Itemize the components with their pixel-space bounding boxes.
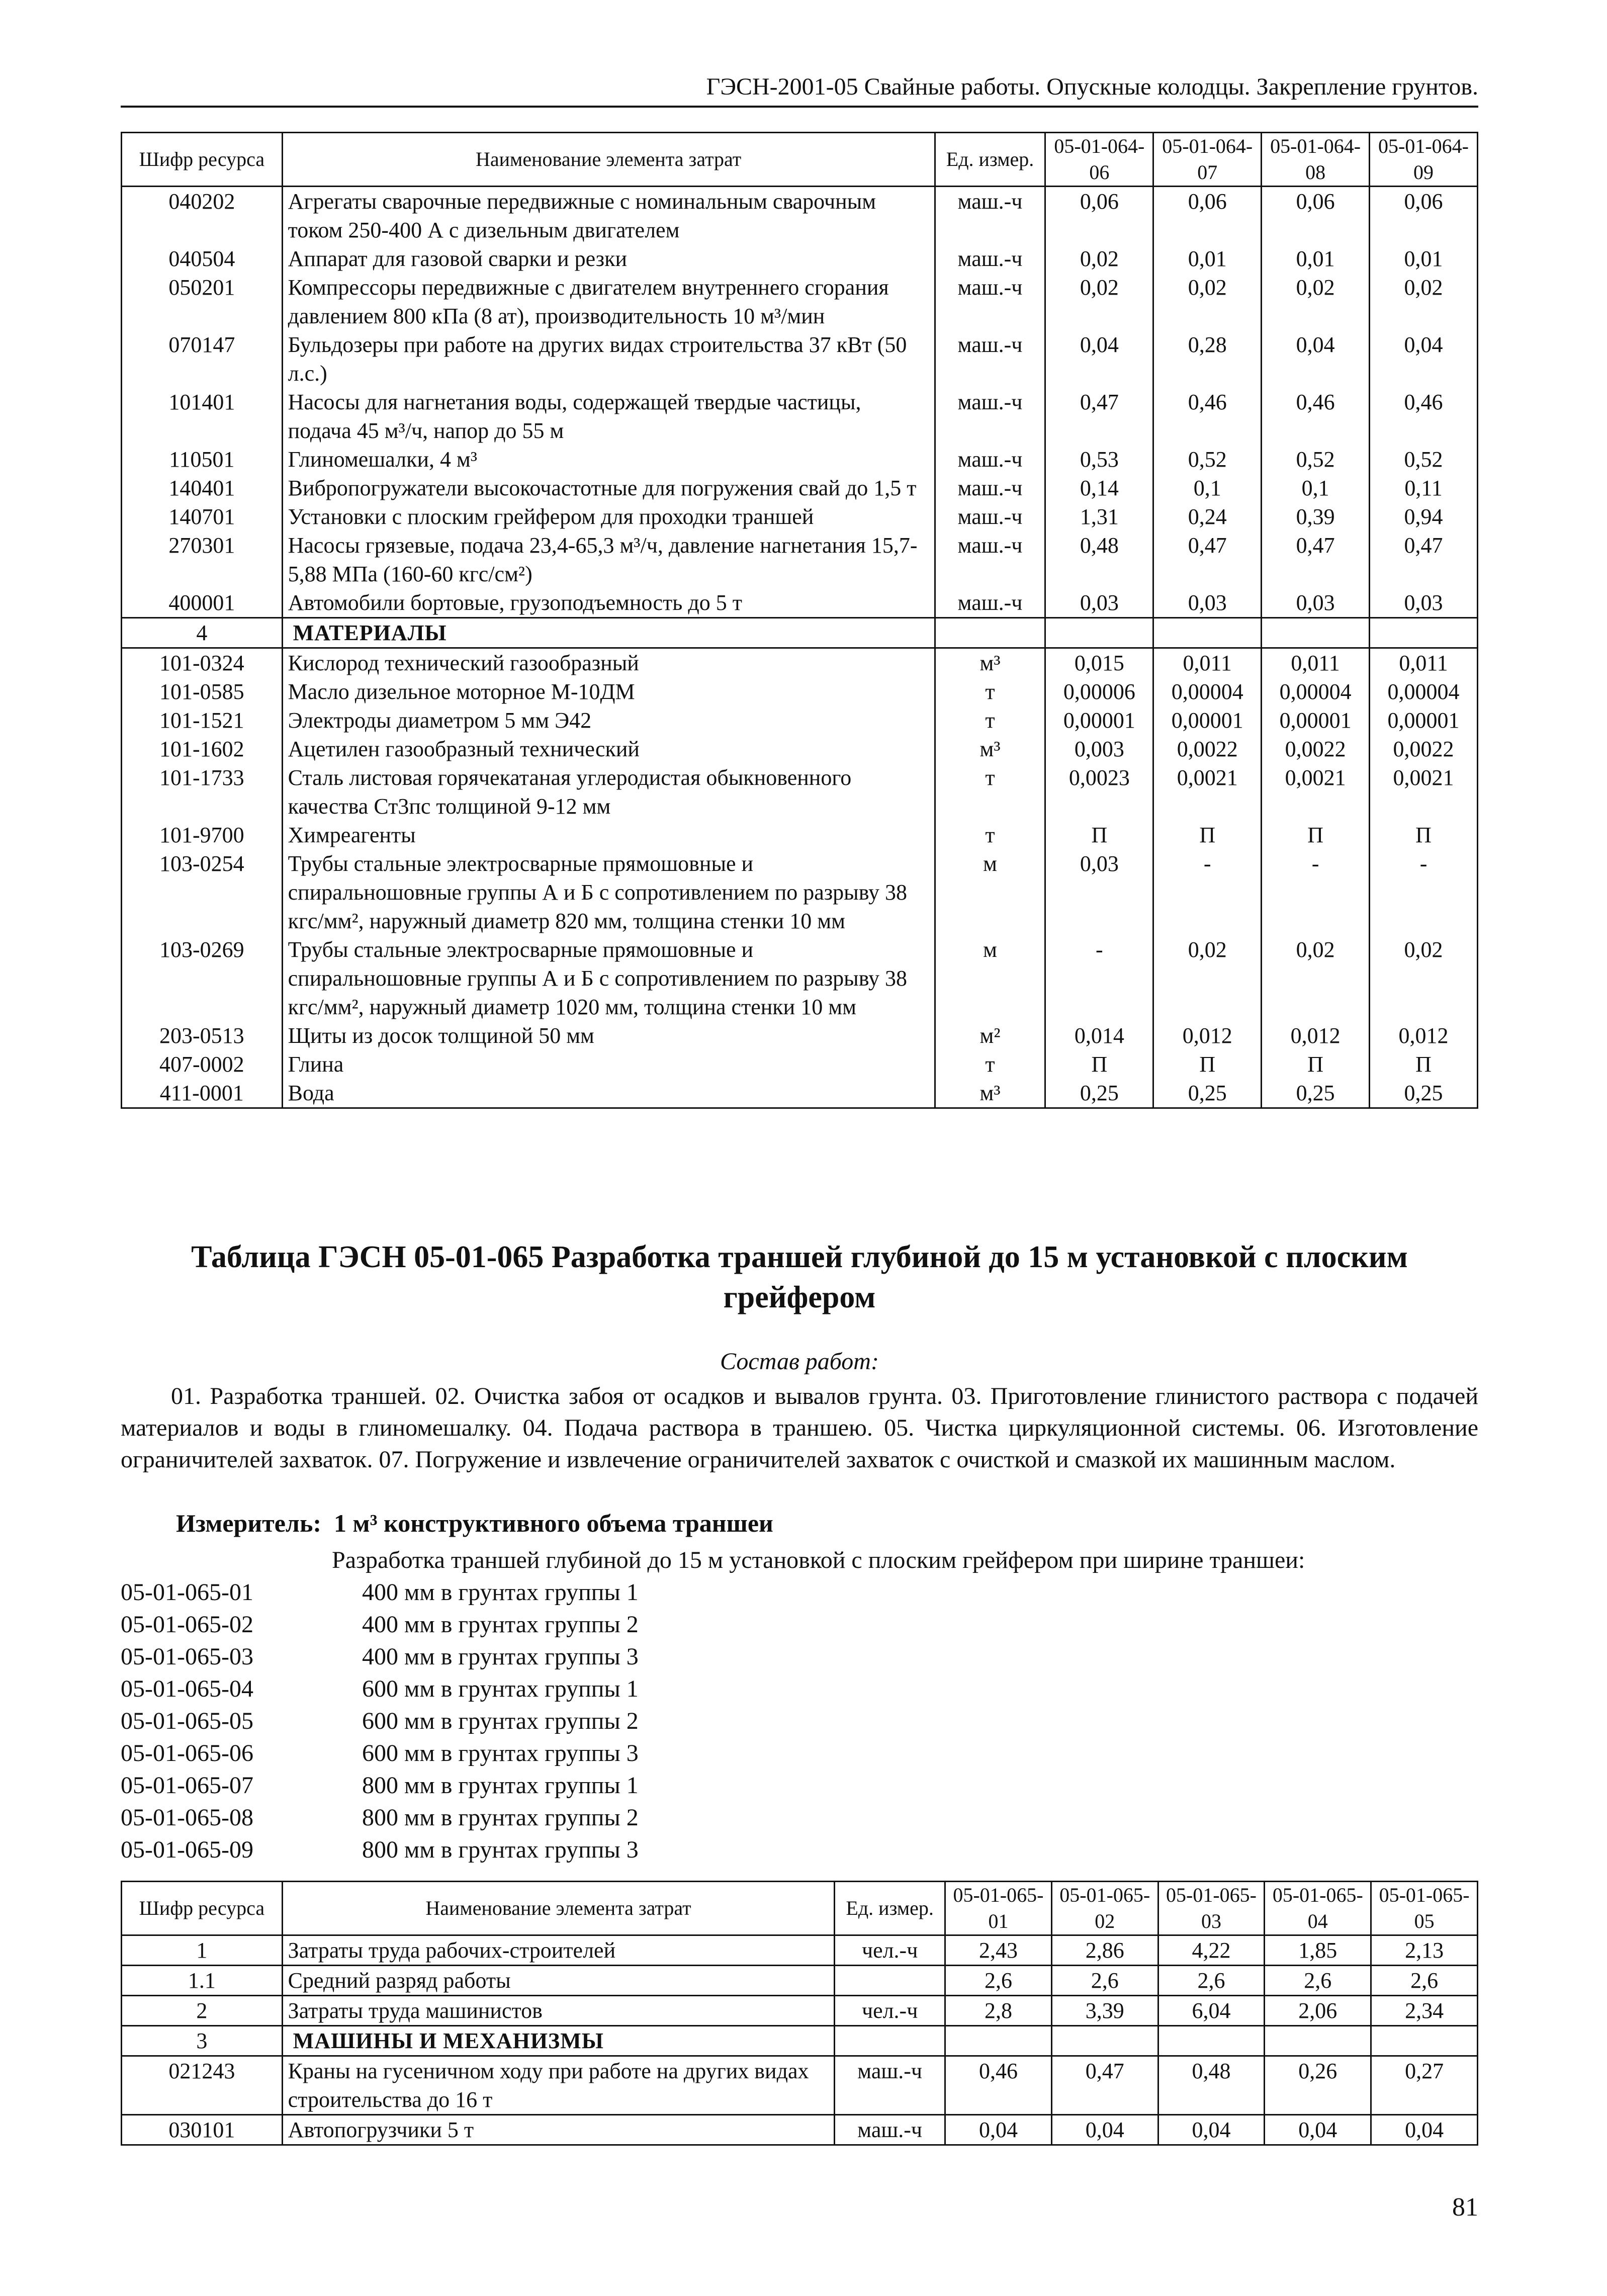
cost-element-name: Средний разряд работы <box>282 1966 835 1996</box>
resource-code: 3 <box>122 2026 283 2056</box>
value-cell: 0,25 <box>1370 1079 1478 1108</box>
cost-element-name: Краны на гусеничном ходу при работе на других видах строительства до 16 т <box>282 2056 835 2115</box>
unit-cell <box>835 2026 945 2056</box>
resource-code: 030101 <box>122 2115 283 2145</box>
running-title: ГЭСН-2001-05 Свайные работы. Опускные колодцы. Закрепление грунтов. <box>706 73 1478 100</box>
value-cell: 0,0021 <box>1262 763 1370 821</box>
value-cell: П <box>1370 1050 1478 1079</box>
unit-cell <box>935 618 1045 648</box>
value-cell: 0,48 <box>1158 2056 1265 2115</box>
unit-cell: м <box>935 935 1045 1021</box>
resource-code: 101401 <box>122 388 283 445</box>
variant-code: 05-01-065-03 <box>121 1643 253 1670</box>
value-cell: 2,86 <box>1051 1935 1158 1966</box>
resource-code: 400001 <box>122 588 283 618</box>
value-cell: 0,03 <box>1045 588 1153 618</box>
variant-text: 400 мм в грунтах группы 3 <box>362 1643 639 1670</box>
table-row <box>122 187 1478 245</box>
table-row <box>122 2115 1478 2145</box>
resource-code: 203-0513 <box>122 1021 283 1050</box>
unit-cell: маш.-ч <box>935 445 1045 474</box>
column-header: 05-01-064-07 <box>1153 133 1262 187</box>
value-cell: 0,00001 <box>1262 706 1370 735</box>
column-header: 05-01-064-06 <box>1045 133 1153 187</box>
unit-cell: маш.-ч <box>935 502 1045 531</box>
resource-code: 050201 <box>122 273 283 330</box>
unit-cell: маш.-ч <box>935 187 1045 245</box>
table-row <box>122 735 1478 763</box>
value-cell: 0,06 <box>1370 187 1478 245</box>
unit-cell: маш.-ч <box>935 588 1045 618</box>
column-header: 05-01-065-01 <box>945 1882 1052 1935</box>
value-cell <box>1158 2026 1265 2056</box>
value-cell: 0,1 <box>1262 474 1370 502</box>
table-row <box>122 849 1478 935</box>
value-cell: 0,25 <box>1262 1079 1370 1108</box>
cost-element-name: Кислород технический газообразный <box>282 648 935 678</box>
column-header: Наименование элемента затрат <box>282 1882 835 1935</box>
resource-code: 407-0002 <box>122 1050 283 1079</box>
value-cell: 0,00001 <box>1370 706 1478 735</box>
table-row <box>122 706 1478 735</box>
cost-element-name: Трубы стальные электросварные прямошовные и спиральношовные группы А и Б с сопротивлением по разрыву 38 кгс/мм², наружный диаметр 1020 мм, толщина стенки 10 мм <box>282 935 935 1021</box>
variant-code: 05-01-065-07 <box>121 1772 253 1799</box>
value-cell: - <box>1262 849 1370 935</box>
unit-cell: чел.-ч <box>835 1935 945 1966</box>
variant-item <box>121 1641 639 1673</box>
value-cell: 0,48 <box>1045 531 1153 588</box>
value-cell: 0,02 <box>1370 273 1478 330</box>
meter-label: Измеритель: <box>176 1509 322 1537</box>
value-cell: 0,03 <box>1370 588 1478 618</box>
column-header: Шифр ресурса <box>122 133 283 187</box>
unit-cell <box>835 1966 945 1996</box>
resource-code: 140401 <box>122 474 283 502</box>
value-cell: 0,011 <box>1370 648 1478 678</box>
value-cell <box>945 2026 1052 2056</box>
cost-element-name: Аппарат для газовой сварки и резки <box>282 244 935 273</box>
value-cell: 0,012 <box>1153 1021 1262 1050</box>
value-cell: 0,02 <box>1370 935 1478 1021</box>
variant-item <box>121 1770 639 1802</box>
meter-value: 1 м³ конструктивного объема траншеи <box>334 1509 773 1537</box>
column-header: 05-01-064-08 <box>1262 133 1370 187</box>
table-row <box>122 935 1478 1021</box>
value-cell: 0,01 <box>1370 244 1478 273</box>
value-cell: 1,31 <box>1045 502 1153 531</box>
resource-table-064 <box>121 132 1478 1109</box>
unit-cell: м³ <box>935 735 1045 763</box>
value-cell: 0,47 <box>1153 531 1262 588</box>
value-cell: 0,02 <box>1262 935 1370 1021</box>
cost-element-name: Сталь листовая горячекатаная углеродистая обыкновенного качества Ст3пс толщиной 9-12 мм <box>282 763 935 821</box>
cost-element-name: Глина <box>282 1050 935 1079</box>
value-cell: 0,47 <box>1051 2056 1158 2115</box>
resource-code: 040202 <box>122 187 283 245</box>
variant-text: 600 мм в грунтах группы 2 <box>362 1708 639 1734</box>
cost-element-name: Химреагенты <box>282 821 935 849</box>
value-cell: 0,46 <box>1262 388 1370 445</box>
variant-text: 600 мм в грунтах группы 1 <box>362 1675 639 1702</box>
cost-element-name: Насосы для нагнетания воды, содержащей твердые частицы, подача 45 м³/ч, напор до 55 м <box>282 388 935 445</box>
value-cell: 0,1 <box>1153 474 1262 502</box>
value-cell: 0,003 <box>1045 735 1153 763</box>
resource-code: 110501 <box>122 445 283 474</box>
unit-cell: т <box>935 1050 1045 1079</box>
value-cell: 0,01 <box>1153 244 1262 273</box>
value-cell <box>1265 2026 1371 2056</box>
value-cell: 0,012 <box>1370 1021 1478 1050</box>
variant-text: 600 мм в грунтах группы 3 <box>362 1740 639 1767</box>
value-cell: 0,47 <box>1045 388 1153 445</box>
table-row <box>122 1935 1478 1966</box>
column-header: Наименование элемента затрат <box>282 133 935 187</box>
cost-element-name: Агрегаты сварочные передвижные с номинальным сварочным током 250-400 А с дизельным двигателем <box>282 187 935 245</box>
table-row <box>122 1050 1478 1079</box>
variant-code: 05-01-065-06 <box>121 1740 253 1767</box>
value-cell: 2,13 <box>1371 1935 1478 1966</box>
table-title: Таблица ГЭСН 05-01-065 Разработка траншей глубиной до 15 м установкой с плоским грейфером <box>191 1240 1408 1314</box>
value-cell: 0,01 <box>1262 244 1370 273</box>
variant-intro: Разработка траншей глубиной до 15 м установкой с плоским грейфером при ширине траншеи: <box>332 1547 1305 1573</box>
value-cell <box>1371 2026 1478 2056</box>
cost-element-name: Вибропогружатели высокочастотные для погружения свай до 1,5 т <box>282 474 935 502</box>
value-cell: 0,0022 <box>1370 735 1478 763</box>
section-row <box>122 2026 1478 2056</box>
value-cell: 2,6 <box>1051 1966 1158 1996</box>
variant-code: 05-01-065-01 <box>121 1579 253 1606</box>
value-cell: 0,06 <box>1153 187 1262 245</box>
table-row <box>122 388 1478 445</box>
table-row <box>122 330 1478 388</box>
value-cell: 0,25 <box>1153 1079 1262 1108</box>
variant-code: 05-01-065-02 <box>121 1611 253 1638</box>
cost-element-name: Вода <box>282 1079 935 1108</box>
value-cell: 2,34 <box>1371 1996 1478 2026</box>
works-heading: Состав работ: <box>720 1348 879 1375</box>
value-cell: 0,04 <box>945 2115 1052 2145</box>
value-cell: 0,06 <box>1262 187 1370 245</box>
value-cell: 0,46 <box>1370 388 1478 445</box>
resource-code: 021243 <box>122 2056 283 2115</box>
value-cell: 2,43 <box>945 1935 1052 1966</box>
value-cell: 0,03 <box>1045 849 1153 935</box>
resource-code: 040504 <box>122 244 283 273</box>
value-cell: 0,14 <box>1045 474 1153 502</box>
unit-cell: т <box>935 821 1045 849</box>
value-cell: 0,52 <box>1262 445 1370 474</box>
cost-element-name: Масло дизельное моторное М-10ДМ <box>282 677 935 706</box>
value-cell: П <box>1262 1050 1370 1079</box>
value-cell: 0,03 <box>1153 588 1262 618</box>
column-header: 05-01-064-09 <box>1370 133 1478 187</box>
column-header: 05-01-065-02 <box>1051 1882 1158 1935</box>
measurement-unit <box>176 1509 773 1538</box>
section-row <box>122 618 1478 648</box>
variant-text: 800 мм в грунтах группы 1 <box>362 1772 639 1799</box>
variant-code: 05-01-065-08 <box>121 1804 253 1831</box>
value-cell: 1,85 <box>1265 1935 1371 1966</box>
unit-cell: т <box>935 677 1045 706</box>
table-row <box>122 445 1478 474</box>
unit-cell: маш.-ч <box>835 2056 945 2115</box>
resource-table-065 <box>121 1881 1478 2146</box>
table-row <box>122 474 1478 502</box>
unit-cell: т <box>935 706 1045 735</box>
value-cell: 0,00004 <box>1370 677 1478 706</box>
value-cell: 0,0022 <box>1153 735 1262 763</box>
works-description: 01. Разработка траншей. 02. Очистка забоя от осадков и вывалов грунта. 03. Приготовление глинистого раствора с подачей материалов и воды в глиномешалку. 04. Подача раствора в траншею. 05. Чистка циркуляционной системы. 06. Изготовление ограничителей захваток. 07. Погружение и извлечение ограничителей захваток с очисткой и смазкой их машинным маслом. <box>121 1383 1478 1473</box>
value-cell: 0,27 <box>1371 2056 1478 2115</box>
column-header: 05-01-065-05 <box>1371 1882 1478 1935</box>
value-cell: П <box>1153 821 1262 849</box>
variant-code: 05-01-065-04 <box>121 1675 253 1702</box>
cost-element-name: Затраты труда машинистов <box>282 1996 835 2026</box>
cost-element-name: Автомобили бортовые, грузоподъемность до 5 т <box>282 588 935 618</box>
value-cell: 0,02 <box>1153 273 1262 330</box>
value-cell: 0,06 <box>1045 187 1153 245</box>
variant-text: 800 мм в грунтах группы 3 <box>362 1836 639 1863</box>
value-cell: - <box>1153 849 1262 935</box>
value-cell: 0,04 <box>1051 2115 1158 2145</box>
value-cell: 0,53 <box>1045 445 1153 474</box>
unit-cell: м³ <box>935 1079 1045 1108</box>
unit-cell: маш.-ч <box>935 273 1045 330</box>
value-cell: П <box>1153 1050 1262 1079</box>
value-cell: 0,04 <box>1045 330 1153 388</box>
value-cell: 0,47 <box>1262 531 1370 588</box>
value-cell: 0,24 <box>1153 502 1262 531</box>
resource-code: 1 <box>122 1935 283 1966</box>
variant-text: 400 мм в грунтах группы 1 <box>362 1579 639 1606</box>
resource-code: 070147 <box>122 330 283 388</box>
variant-item <box>121 1705 639 1737</box>
value-cell: 0,00001 <box>1045 706 1153 735</box>
value-cell: 0,04 <box>1158 2115 1265 2145</box>
value-cell: 0,04 <box>1262 330 1370 388</box>
cost-element-name: Бульдозеры при работе на других видах строительства 37 кВт (50 л.с.) <box>282 330 935 388</box>
resource-code: 101-1521 <box>122 706 283 735</box>
resource-code: 101-1602 <box>122 735 283 763</box>
value-cell: 0,00006 <box>1045 677 1153 706</box>
resource-code: 101-9700 <box>122 821 283 849</box>
value-cell: 0,46 <box>1153 388 1262 445</box>
variant-list <box>121 1576 639 1866</box>
value-cell: 0,46 <box>945 2056 1052 2115</box>
value-cell: 0,014 <box>1045 1021 1153 1050</box>
value-cell: 0,26 <box>1265 2056 1371 2115</box>
unit-cell: чел.-ч <box>835 1996 945 2026</box>
table-row <box>122 531 1478 588</box>
column-header: Ед. измер. <box>935 133 1045 187</box>
column-header: Шифр ресурса <box>122 1882 283 1935</box>
value-cell: 0,0022 <box>1262 735 1370 763</box>
table-header-row <box>122 133 1478 187</box>
variant-code: 05-01-065-09 <box>121 1836 253 1863</box>
table-row <box>122 763 1478 821</box>
value-cell: 2,6 <box>1158 1966 1265 1996</box>
value-cell: 0,015 <box>1045 648 1153 678</box>
value-cell: П <box>1370 821 1478 849</box>
resource-code: 103-0269 <box>122 935 283 1021</box>
section-title: МАШИНЫ И МЕХАНИЗМЫ <box>282 2026 835 2056</box>
resource-code: 411-0001 <box>122 1079 283 1108</box>
running-header <box>121 70 1478 108</box>
value-cell: 0,28 <box>1153 330 1262 388</box>
cost-element-name: Электроды диаметром 5 мм Э42 <box>282 706 935 735</box>
unit-cell: маш.-ч <box>935 531 1045 588</box>
value-cell: 0,011 <box>1153 648 1262 678</box>
variant-item <box>121 1737 639 1770</box>
table-row <box>122 821 1478 849</box>
value-cell: 0,0021 <box>1370 763 1478 821</box>
value-cell <box>1370 618 1478 648</box>
variant-text: 800 мм в грунтах группы 2 <box>362 1804 639 1831</box>
cost-element-name: Насосы грязевые, подача 23,4-65,3 м³/ч, давление нагнетания 15,7-5,88 МПа (160-60 кгс/см²) <box>282 531 935 588</box>
variant-text: 400 мм в грунтах группы 2 <box>362 1611 639 1638</box>
value-cell: П <box>1045 1050 1153 1079</box>
unit-cell: м² <box>935 1021 1045 1050</box>
cost-element-name: Компрессоры передвижные с двигателем внутреннего сгорания давлением 800 кПа (8 ат), производительность 10 м³/мин <box>282 273 935 330</box>
page-number: 81 <box>1452 2193 1478 2222</box>
table-row <box>122 588 1478 618</box>
value-cell: 2,6 <box>945 1966 1052 1996</box>
value-cell: 0,52 <box>1370 445 1478 474</box>
value-cell: 0,04 <box>1371 2115 1478 2145</box>
variant-item <box>121 1673 639 1705</box>
value-cell: 0,47 <box>1370 531 1478 588</box>
table-row <box>122 502 1478 531</box>
resource-code: 1.1 <box>122 1966 283 1996</box>
unit-cell: маш.-ч <box>935 388 1045 445</box>
value-cell: 2,6 <box>1371 1966 1478 1996</box>
value-cell: 2,8 <box>945 1996 1052 2026</box>
value-cell: 2,06 <box>1265 1996 1371 2026</box>
value-cell: 0,00004 <box>1153 677 1262 706</box>
value-cell: 4,22 <box>1158 1935 1265 1966</box>
variant-item <box>121 1576 639 1609</box>
variant-item <box>121 1834 639 1866</box>
table-row <box>122 1966 1478 1996</box>
column-header: Ед. измер. <box>835 1882 945 1935</box>
resource-code: 101-0324 <box>122 648 283 678</box>
column-header: 05-01-065-04 <box>1265 1882 1371 1935</box>
table-row <box>122 244 1478 273</box>
unit-cell: т <box>935 763 1045 821</box>
value-cell: 0,52 <box>1153 445 1262 474</box>
resource-code: 270301 <box>122 531 283 588</box>
section-title: МАТЕРИАЛЫ <box>282 618 935 648</box>
value-cell: 0,39 <box>1262 502 1370 531</box>
table-row <box>122 677 1478 706</box>
cost-element-name: Затраты труда рабочих-строителей <box>282 1935 835 1966</box>
unit-cell: м <box>935 849 1045 935</box>
value-cell <box>1051 2026 1158 2056</box>
value-cell <box>1153 618 1262 648</box>
cost-element-name: Глиномешалки, 4 м³ <box>282 445 935 474</box>
value-cell: 0,02 <box>1045 273 1153 330</box>
value-cell: 0,00004 <box>1262 677 1370 706</box>
value-cell: 0,012 <box>1262 1021 1370 1050</box>
value-cell: 2,6 <box>1265 1966 1371 1996</box>
table-row <box>122 1996 1478 2026</box>
value-cell: - <box>1370 849 1478 935</box>
value-cell: 0,04 <box>1370 330 1478 388</box>
value-cell: П <box>1045 821 1153 849</box>
unit-cell: м³ <box>935 648 1045 678</box>
unit-cell: маш.-ч <box>935 244 1045 273</box>
value-cell: 0,94 <box>1370 502 1478 531</box>
table-row <box>122 2056 1478 2115</box>
value-cell: - <box>1045 935 1153 1021</box>
unit-cell: маш.-ч <box>935 330 1045 388</box>
value-cell <box>1045 618 1153 648</box>
resource-code: 2 <box>122 1996 283 2026</box>
cost-element-name: Ацетилен газообразный технический <box>282 735 935 763</box>
value-cell: П <box>1262 821 1370 849</box>
value-cell: 0,011 <box>1262 648 1370 678</box>
table-row <box>122 648 1478 678</box>
unit-cell: маш.-ч <box>835 2115 945 2145</box>
value-cell: 0,0021 <box>1153 763 1262 821</box>
resource-code: 4 <box>122 618 283 648</box>
resource-code: 103-0254 <box>122 849 283 935</box>
table-row <box>122 1021 1478 1050</box>
value-cell: 3,39 <box>1051 1996 1158 2026</box>
value-cell: 0,25 <box>1045 1079 1153 1108</box>
table-row <box>122 1079 1478 1108</box>
resource-code: 101-0585 <box>122 677 283 706</box>
resource-code: 101-1733 <box>122 763 283 821</box>
table-row <box>122 273 1478 330</box>
cost-element-name: Установки с плоским грейфером для проходки траншей <box>282 502 935 531</box>
resource-code: 140701 <box>122 502 283 531</box>
variant-code: 05-01-065-05 <box>121 1708 253 1734</box>
value-cell: 0,02 <box>1045 244 1153 273</box>
value-cell: 0,03 <box>1262 588 1370 618</box>
value-cell: 0,00001 <box>1153 706 1262 735</box>
value-cell: 0,0023 <box>1045 763 1153 821</box>
value-cell: 0,02 <box>1153 935 1262 1021</box>
value-cell: 0,11 <box>1370 474 1478 502</box>
value-cell <box>1262 618 1370 648</box>
value-cell: 6,04 <box>1158 1996 1265 2026</box>
unit-cell: маш.-ч <box>935 474 1045 502</box>
table-header-row <box>122 1882 1478 1935</box>
variant-item <box>121 1802 639 1834</box>
column-header: 05-01-065-03 <box>1158 1882 1265 1935</box>
value-cell: 0,02 <box>1262 273 1370 330</box>
cost-element-name: Щиты из досок толщиной 50 мм <box>282 1021 935 1050</box>
variant-item <box>121 1609 639 1641</box>
cost-element-name: Автопогрузчики 5 т <box>282 2115 835 2145</box>
value-cell: 0,04 <box>1265 2115 1371 2145</box>
cost-element-name: Трубы стальные электросварные прямошовные и спиральношовные группы А и Б с сопротивлением по разрыву 38 кгс/мм², наружный диаметр 820 мм, толщина стенки 10 мм <box>282 849 935 935</box>
